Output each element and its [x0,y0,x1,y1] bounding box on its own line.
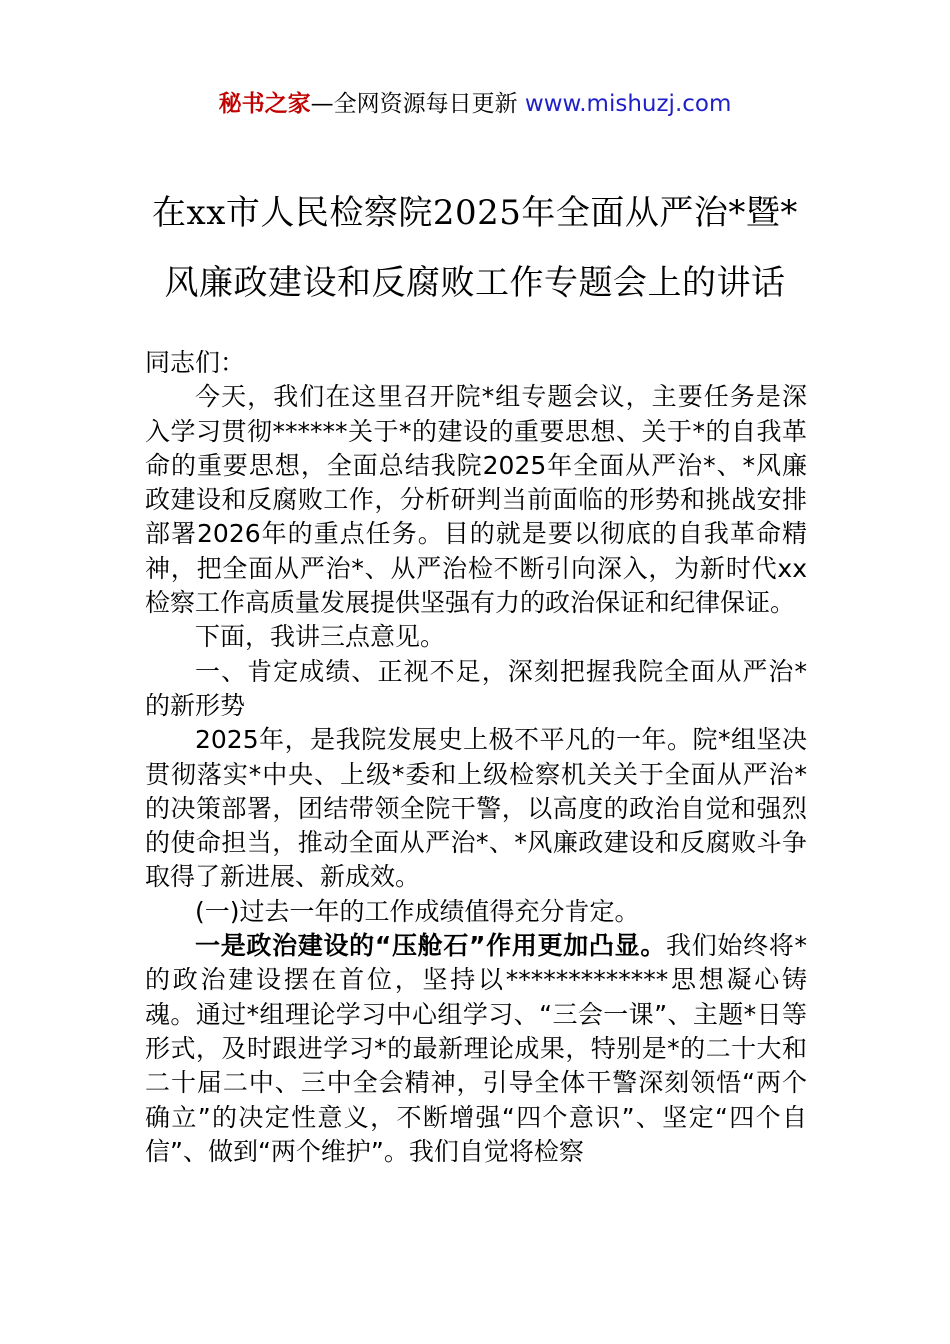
document-title [120,178,830,318]
subsection-heading-1: (一)过去一年的工作成绩值得充分肯定。 [195,896,640,926]
section-heading-1: 一、肯定成绩、正视不足，深刻把握我院全面从严治*的新形势 [145,656,807,720]
salutation: 同志们： [145,348,246,377]
title-line-1: 在xx市人民检察院2025年全面从严治*暨* [152,193,798,233]
paragraph-point-1 [145,929,807,1169]
paragraph-outline: 下面，我讲三点意见。 [195,622,446,652]
paragraph-review: 2025年，是我院发展史上极不平凡的一年。院*组坚决贯彻落实*中央、上级*委和上级检察机关关于全面从严治*的决策部署，团结带领全院干警，以高度的政治自觉和强烈的使命担当，推动全面从严治*、*风廉政建设和反腐败斗争取得了新进展、新成效。 [145,725,807,892]
title-line-2: 风廉政建设和反腐败工作专题会上的讲话 [164,263,786,303]
site-url-link[interactable]: www.mishuzj.com [524,91,732,117]
site-header [0,86,950,122]
header-tagline: —全网资源每日更新 [310,91,525,117]
paragraph-intro: 今天，我们在这里召开院*组专题会议，主要任务是深入学习贯彻******关于*的建设的重要思想、关于*的自我革命的重要思想，全面总结我院2025年全面从严治*、*风廉政建设和反腐败工作，分析研判当前面临的形势和挑战安排部署2026年的重点任务。目的就是要以彻底的自我革命精神，把全面从严治*、从严治检不断引向深入，为新时代xx检察工作高质量发展提供坚强有力的政治保证和纪律保证。 [145,382,807,618]
point-1-text: 我们始终将*的政治建设摆在首位，坚持以*************思想凝心铸魂。通过*组理论学习中心组学习、“三会一课”、主题*日等形式，及时跟进学习*的最新理论成果，特别是*的二十大和二十届二中、三中全会精神，引导全体干警深刻领悟“两个确立”的决定性意义，不断增强“四个意识”、坚定“四个自信”、做到“两个维护”。我们自觉将检察 [145,931,807,1166]
document-body [145,346,807,1169]
point-1-heading: 一是政治建设的“压舱石”作用更加凸显。 [195,931,667,961]
brand-name: 秘书之家 [218,91,311,117]
